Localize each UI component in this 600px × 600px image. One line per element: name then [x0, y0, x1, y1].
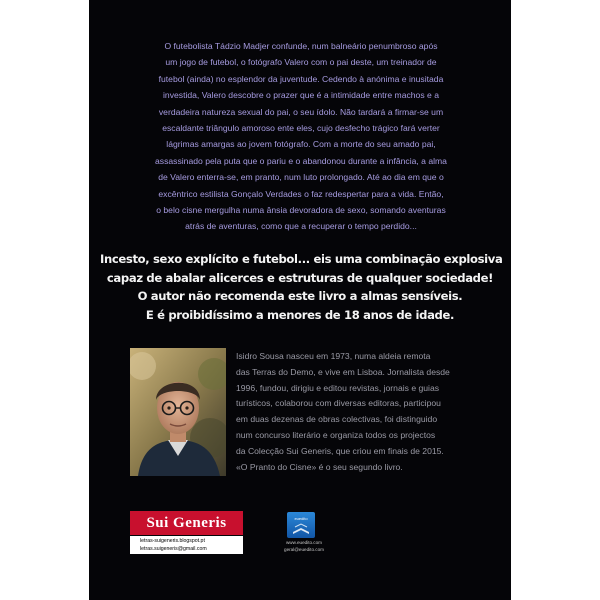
synopsis-line: atrás de aventuras, como que a recuperar o tempo perdido... [185, 221, 417, 232]
bio-line: da Colecção Sui Generis, que criou em finais de 2015. [236, 445, 444, 456]
synopsis-line: excêntrico estilista Gonçalo Verdades o faz redespertar para a vida. Então, [158, 188, 444, 199]
bio-line: num concurso literário e organiza todos os projectos [236, 429, 436, 440]
euedito-email: geral@euedito.com [284, 546, 324, 552]
sui-generis-email: letras.suigeneris@gmail.com [140, 546, 207, 552]
synopsis-line: escaldante triângulo amoroso ente eles, cujo desfecho trágico fará verter [162, 123, 440, 134]
euedito-book-icon [287, 512, 315, 538]
bio-line: «O Pranto do Cisne» é o seu segundo livro. [236, 461, 403, 472]
bio-line: Isidro Sousa nasceu em 1973, numa aldeia remota [236, 351, 431, 361]
synopsis-line: futebol (ainda) no esplendor da juventude. Cedendo à anónima e inusitada [158, 73, 444, 84]
warning-line: Incesto, sexo explícito e futebol... eis uma combinação explosiva [100, 252, 503, 266]
euedito-url: www.euedito.com [285, 540, 322, 545]
euedito-logo [287, 512, 315, 538]
bio-line: 1996, fundou, dirigiu e editou revistas, jornais e guias [236, 382, 440, 393]
euedito-contacts [276, 540, 332, 553]
synopsis-line: lágrimas amargas ao jovem fotógrafo. Com a morte do seu amado pai, [166, 139, 436, 150]
sui-generis-contacts [130, 536, 243, 554]
synopsis-line: verdadeira natureza sexual do pai, o seu ídolo. Não tardará a firmar-se um [158, 106, 444, 117]
synopsis-line: O futebolista Tádzio Madjer confunde, num balneário penumbroso após [164, 41, 438, 51]
warning-line: capaz de abalar alicerces e estruturas de qualquer sociedade! [106, 270, 494, 285]
author-photo [130, 348, 226, 476]
synopsis-line: investida, Valero descobre o prazer que é a intimidade entre machos e a [163, 90, 439, 101]
synopsis-line: o belo cisne mergulha numa ânsia devoradora de sexo, somando aventuras [156, 205, 446, 216]
synopsis-line: um jogo de futebol, o fotógrafo Valero com o pai deste, um treinador de [165, 57, 437, 68]
warning-line: E é proibidíssimo a menores de 18 anos de idade. [145, 308, 455, 323]
synopsis-line: assassinado pela puta que o pariu e o abandonou durante a infância, a alma [155, 155, 447, 166]
sui-generis-logo: Sui Generis [130, 511, 243, 535]
author-portrait-image [130, 348, 226, 476]
synopsis-line: de Valero enterra-se, em pranto, num luto prolongado. Até ao dia em que o [158, 172, 444, 183]
warning-line: O autor não recomenda este livro a almas sensíveis. [137, 289, 463, 304]
euedito-logo-label: euedito [294, 516, 308, 521]
bio-line: das Terras do Demo, e vive em Lisboa. Jornalista desde [236, 366, 450, 377]
synopsis-text [112, 38, 490, 235]
sui-generis-blog: letras-suigeneris.blogspot.pt [140, 538, 205, 544]
content-warning [100, 250, 503, 325]
author-bio [236, 349, 488, 475]
bio-line: turísticos, colaborou com diversas editoras, participou [236, 398, 441, 409]
bio-line: em duas dezenas de obras colectivas, foi distinguido [236, 414, 438, 425]
